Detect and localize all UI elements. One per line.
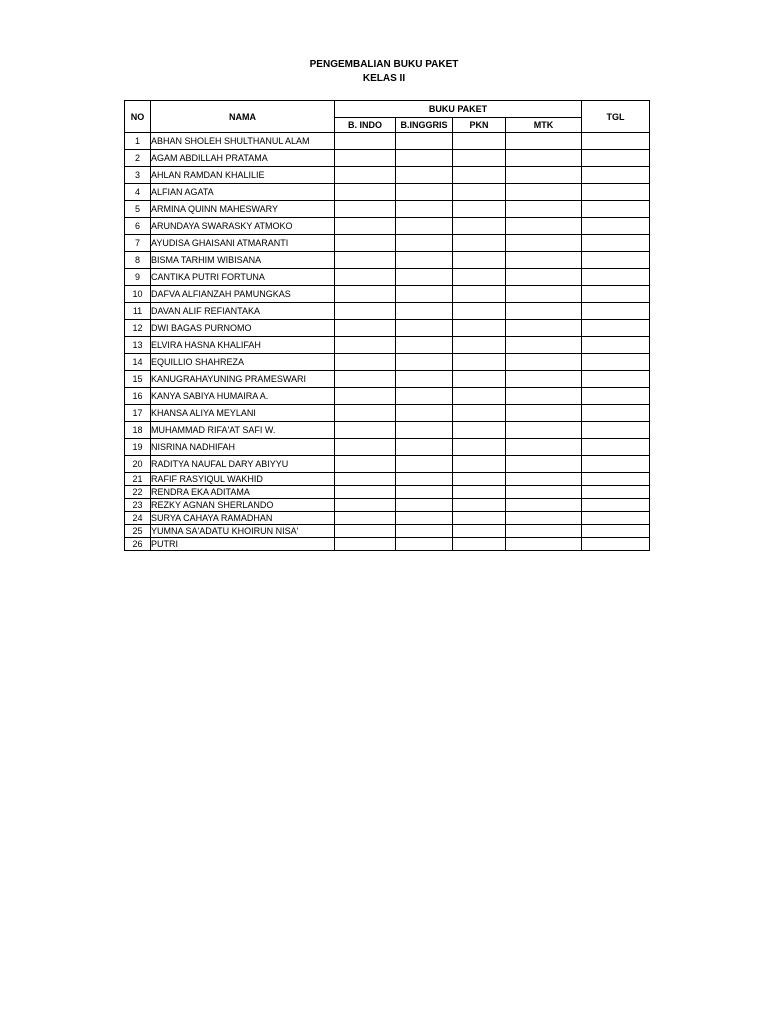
student-name: REZKY AGNAN SHERLANDO	[151, 499, 335, 512]
mtk-cell[interactable]	[506, 456, 582, 473]
mtk-cell[interactable]	[506, 525, 582, 538]
row-number: 25	[125, 525, 151, 538]
table-row	[125, 456, 650, 473]
b-inggris-cell[interactable]	[396, 439, 453, 456]
pkn-cell[interactable]	[453, 512, 506, 525]
document-header	[0, 58, 768, 86]
student-name: DAFVA ALFIANZAH PAMUNGKAS	[151, 286, 335, 303]
mtk-cell[interactable]	[506, 486, 582, 499]
pkn-cell[interactable]	[453, 439, 506, 456]
b-indo-cell[interactable]	[335, 337, 396, 354]
mtk-cell[interactable]	[506, 201, 582, 218]
header-pkn: PKN	[453, 118, 506, 133]
pkn-cell[interactable]	[453, 388, 506, 405]
row-number: 11	[125, 303, 151, 320]
row-number: 10	[125, 286, 151, 303]
b-indo-cell[interactable]	[335, 405, 396, 422]
tgl-cell[interactable]	[582, 201, 650, 218]
tgl-cell[interactable]	[582, 235, 650, 252]
row-number: 22	[125, 486, 151, 499]
row-number: 19	[125, 439, 151, 456]
student-name: NISRINA NADHIFAH	[151, 439, 335, 456]
row-number: 9	[125, 269, 151, 286]
row-number: 6	[125, 218, 151, 235]
b-indo-cell[interactable]	[335, 354, 396, 371]
student-name: DAVAN ALIF REFIANTAKA	[151, 303, 335, 320]
tgl-cell[interactable]	[582, 486, 650, 499]
table-row	[125, 218, 650, 235]
student-name: EQUILLIO SHAHREZA	[151, 354, 335, 371]
table-row	[125, 499, 650, 512]
tgl-cell[interactable]	[582, 269, 650, 286]
table-header-row	[125, 101, 650, 118]
mtk-cell[interactable]	[506, 538, 582, 551]
student-name: KHANSA ALIYA MEYLANI	[151, 405, 335, 422]
mtk-cell[interactable]	[506, 269, 582, 286]
student-name: MUHAMMAD RIFA'AT SAFI W.	[151, 422, 335, 439]
table-row	[125, 235, 650, 252]
mtk-cell[interactable]	[506, 167, 582, 184]
pkn-cell[interactable]	[453, 422, 506, 439]
header-no: NO	[125, 101, 151, 133]
b-indo-cell[interactable]	[335, 371, 396, 388]
b-inggris-cell[interactable]	[396, 486, 453, 499]
mtk-cell[interactable]	[506, 286, 582, 303]
b-inggris-cell[interactable]	[396, 235, 453, 252]
b-indo-cell[interactable]	[335, 388, 396, 405]
mtk-cell[interactable]	[506, 388, 582, 405]
mtk-cell[interactable]	[506, 320, 582, 337]
table-row	[125, 439, 650, 456]
pkn-cell[interactable]	[453, 150, 506, 167]
b-indo-cell[interactable]	[335, 133, 396, 150]
b-indo-cell[interactable]	[335, 320, 396, 337]
row-number: 16	[125, 388, 151, 405]
table-body	[125, 133, 650, 551]
pkn-cell[interactable]	[453, 252, 506, 269]
mtk-cell[interactable]	[506, 150, 582, 167]
table-row	[125, 286, 650, 303]
mtk-cell[interactable]	[506, 235, 582, 252]
b-indo-cell[interactable]	[335, 150, 396, 167]
tgl-cell[interactable]	[582, 184, 650, 201]
b-indo-cell[interactable]	[335, 286, 396, 303]
b-indo-cell[interactable]	[335, 167, 396, 184]
student-name: CANTIKA PUTRI FORTUNA	[151, 269, 335, 286]
pkn-cell[interactable]	[453, 133, 506, 150]
mtk-cell[interactable]	[506, 439, 582, 456]
student-name: KANUGRAHAYUNING PRAMESWARI	[151, 371, 335, 388]
student-name: RAFIF RASYIQUL WAKHID	[151, 473, 335, 486]
row-number: 17	[125, 405, 151, 422]
student-name: ELVIRA HASNA KHALIFAH	[151, 337, 335, 354]
b-inggris-cell[interactable]	[396, 525, 453, 538]
b-indo-cell[interactable]	[335, 439, 396, 456]
mtk-cell[interactable]	[506, 405, 582, 422]
return-table	[124, 100, 650, 551]
row-number: 24	[125, 512, 151, 525]
b-inggris-cell[interactable]	[396, 201, 453, 218]
row-number: 1	[125, 133, 151, 150]
table-row	[125, 405, 650, 422]
tgl-cell[interactable]	[582, 422, 650, 439]
row-number: 21	[125, 473, 151, 486]
mtk-cell[interactable]	[506, 252, 582, 269]
mtk-cell[interactable]	[506, 354, 582, 371]
student-name: RENDRA EKA ADITAMA	[151, 486, 335, 499]
row-number: 2	[125, 150, 151, 167]
tgl-cell[interactable]	[582, 371, 650, 388]
b-inggris-cell[interactable]	[396, 269, 453, 286]
row-number: 3	[125, 167, 151, 184]
student-name: ABHAN SHOLEH SHULTHANUL ALAM	[151, 133, 335, 150]
table-row	[125, 303, 650, 320]
tgl-cell[interactable]	[582, 525, 650, 538]
table-row	[125, 201, 650, 218]
tgl-cell[interactable]	[582, 512, 650, 525]
student-name: SURYA CAHAYA RAMADHAN	[151, 512, 335, 525]
table-row	[125, 538, 650, 551]
b-inggris-cell[interactable]	[396, 371, 453, 388]
student-name: ARUNDAYA SWARASKY ATMOKO	[151, 218, 335, 235]
row-number: 23	[125, 499, 151, 512]
table-row	[125, 320, 650, 337]
b-indo-cell[interactable]	[335, 512, 396, 525]
b-inggris-cell[interactable]	[396, 133, 453, 150]
pkn-cell[interactable]	[453, 320, 506, 337]
header-mtk: MTK	[506, 118, 582, 133]
tgl-cell[interactable]	[582, 337, 650, 354]
table-row	[125, 252, 650, 269]
tgl-cell[interactable]	[582, 252, 650, 269]
tgl-cell[interactable]	[582, 286, 650, 303]
table-row	[125, 167, 650, 184]
header-nama: NAMA	[151, 101, 335, 133]
row-number: 4	[125, 184, 151, 201]
row-number: 5	[125, 201, 151, 218]
mtk-cell[interactable]	[506, 218, 582, 235]
header-b-inggris: B.INGGRIS	[396, 118, 453, 133]
pkn-cell[interactable]	[453, 456, 506, 473]
student-name: AHLAN RAMDAN KHALILIE	[151, 167, 335, 184]
mtk-cell[interactable]	[506, 371, 582, 388]
b-inggris-cell[interactable]	[396, 354, 453, 371]
row-number: 26	[125, 538, 151, 551]
mtk-cell[interactable]	[506, 422, 582, 439]
pkn-cell[interactable]	[453, 201, 506, 218]
student-name: RADITYA NAUFAL DARY ABIYYU	[151, 456, 335, 473]
pkn-cell[interactable]	[453, 354, 506, 371]
row-number: 14	[125, 354, 151, 371]
b-inggris-cell[interactable]	[396, 499, 453, 512]
b-indo-cell[interactable]	[335, 422, 396, 439]
tgl-cell[interactable]	[582, 405, 650, 422]
b-indo-cell[interactable]	[335, 473, 396, 486]
header-b-indo: B. INDO	[335, 118, 396, 133]
b-inggris-cell[interactable]	[396, 512, 453, 525]
mtk-cell[interactable]	[506, 184, 582, 201]
student-name: AYUDISA GHAISANI ATMARANTI	[151, 235, 335, 252]
b-inggris-cell[interactable]	[396, 473, 453, 486]
document-subtitle: KELAS II	[362, 73, 406, 84]
table-row	[125, 388, 650, 405]
tgl-cell[interactable]	[582, 354, 650, 371]
mtk-cell[interactable]	[506, 512, 582, 525]
b-inggris-cell[interactable]	[396, 184, 453, 201]
tgl-cell[interactable]	[582, 303, 650, 320]
table-row	[125, 371, 650, 388]
pkn-cell[interactable]	[453, 371, 506, 388]
tgl-cell[interactable]	[582, 218, 650, 235]
tgl-cell[interactable]	[582, 538, 650, 551]
b-inggris-cell[interactable]	[396, 388, 453, 405]
table-row	[125, 422, 650, 439]
row-number: 13	[125, 337, 151, 354]
b-inggris-cell[interactable]	[396, 303, 453, 320]
b-indo-cell[interactable]	[335, 269, 396, 286]
student-name: KANYA SABIYA HUMAIRA A.	[151, 388, 335, 405]
mtk-cell[interactable]	[506, 499, 582, 512]
mtk-cell[interactable]	[506, 303, 582, 320]
b-indo-cell[interactable]	[335, 486, 396, 499]
b-inggris-cell[interactable]	[396, 538, 453, 551]
pkn-cell[interactable]	[453, 167, 506, 184]
pkn-cell[interactable]	[453, 499, 506, 512]
pkn-cell[interactable]	[453, 525, 506, 538]
pkn-cell[interactable]	[453, 486, 506, 499]
student-name: PUTRI	[151, 538, 335, 551]
pkn-cell[interactable]	[453, 218, 506, 235]
mtk-cell[interactable]	[506, 473, 582, 486]
student-name: DWI BAGAS PURNOMO	[151, 320, 335, 337]
student-name: YUMNA SA'ADATU KHOIRUN NISA'	[151, 525, 335, 538]
header-buku-paket: BUKU PAKET	[335, 101, 582, 118]
tgl-cell[interactable]	[582, 439, 650, 456]
row-number: 15	[125, 371, 151, 388]
table-row	[125, 354, 650, 371]
pkn-cell[interactable]	[453, 303, 506, 320]
student-name: ALFIAN AGATA	[151, 184, 335, 201]
table-row	[125, 133, 650, 150]
b-inggris-cell[interactable]	[396, 218, 453, 235]
document-title: PENGEMBALIAN BUKU PAKET	[309, 59, 459, 70]
pkn-cell[interactable]	[453, 184, 506, 201]
tgl-cell[interactable]	[582, 388, 650, 405]
b-indo-cell[interactable]	[335, 252, 396, 269]
tgl-cell[interactable]	[582, 150, 650, 167]
b-indo-cell[interactable]	[335, 525, 396, 538]
pkn-cell[interactable]	[453, 473, 506, 486]
b-indo-cell[interactable]	[335, 456, 396, 473]
b-inggris-cell[interactable]	[396, 422, 453, 439]
b-indo-cell[interactable]	[335, 499, 396, 512]
b-indo-cell[interactable]	[335, 218, 396, 235]
b-indo-cell[interactable]	[335, 303, 396, 320]
tgl-cell[interactable]	[582, 473, 650, 486]
b-indo-cell[interactable]	[335, 538, 396, 551]
tgl-cell[interactable]	[582, 499, 650, 512]
student-name: ARMINA QUINN MAHESWARY	[151, 201, 335, 218]
b-inggris-cell[interactable]	[396, 286, 453, 303]
b-indo-cell[interactable]	[335, 201, 396, 218]
pkn-cell[interactable]	[453, 337, 506, 354]
pkn-cell[interactable]	[453, 405, 506, 422]
row-number: 20	[125, 456, 151, 473]
b-inggris-cell[interactable]	[396, 252, 453, 269]
b-inggris-cell[interactable]	[396, 456, 453, 473]
pkn-cell[interactable]	[453, 538, 506, 551]
pkn-cell[interactable]	[453, 269, 506, 286]
table-row	[125, 150, 650, 167]
b-indo-cell[interactable]	[335, 235, 396, 252]
table-row	[125, 486, 650, 499]
table-row	[125, 473, 650, 486]
table-row	[125, 184, 650, 201]
tgl-cell[interactable]	[582, 133, 650, 150]
student-name: AGAM ABDILLAH PRATAMA	[151, 150, 335, 167]
b-inggris-cell[interactable]	[396, 167, 453, 184]
b-inggris-cell[interactable]	[396, 150, 453, 167]
mtk-cell[interactable]	[506, 337, 582, 354]
b-inggris-cell[interactable]	[396, 405, 453, 422]
b-indo-cell[interactable]	[335, 184, 396, 201]
row-number: 18	[125, 422, 151, 439]
tgl-cell[interactable]	[582, 167, 650, 184]
table-row	[125, 269, 650, 286]
b-inggris-cell[interactable]	[396, 337, 453, 354]
b-inggris-cell[interactable]	[396, 320, 453, 337]
student-name: BISMA TARHIM WIBISANA	[151, 252, 335, 269]
row-number: 8	[125, 252, 151, 269]
table-row	[125, 512, 650, 525]
mtk-cell[interactable]	[506, 133, 582, 150]
header-tgl: TGL	[582, 101, 650, 133]
table-row	[125, 525, 650, 538]
table-row	[125, 337, 650, 354]
tgl-cell[interactable]	[582, 320, 650, 337]
pkn-cell[interactable]	[453, 235, 506, 252]
pkn-cell[interactable]	[453, 286, 506, 303]
row-number: 12	[125, 320, 151, 337]
row-number: 7	[125, 235, 151, 252]
tgl-cell[interactable]	[582, 456, 650, 473]
